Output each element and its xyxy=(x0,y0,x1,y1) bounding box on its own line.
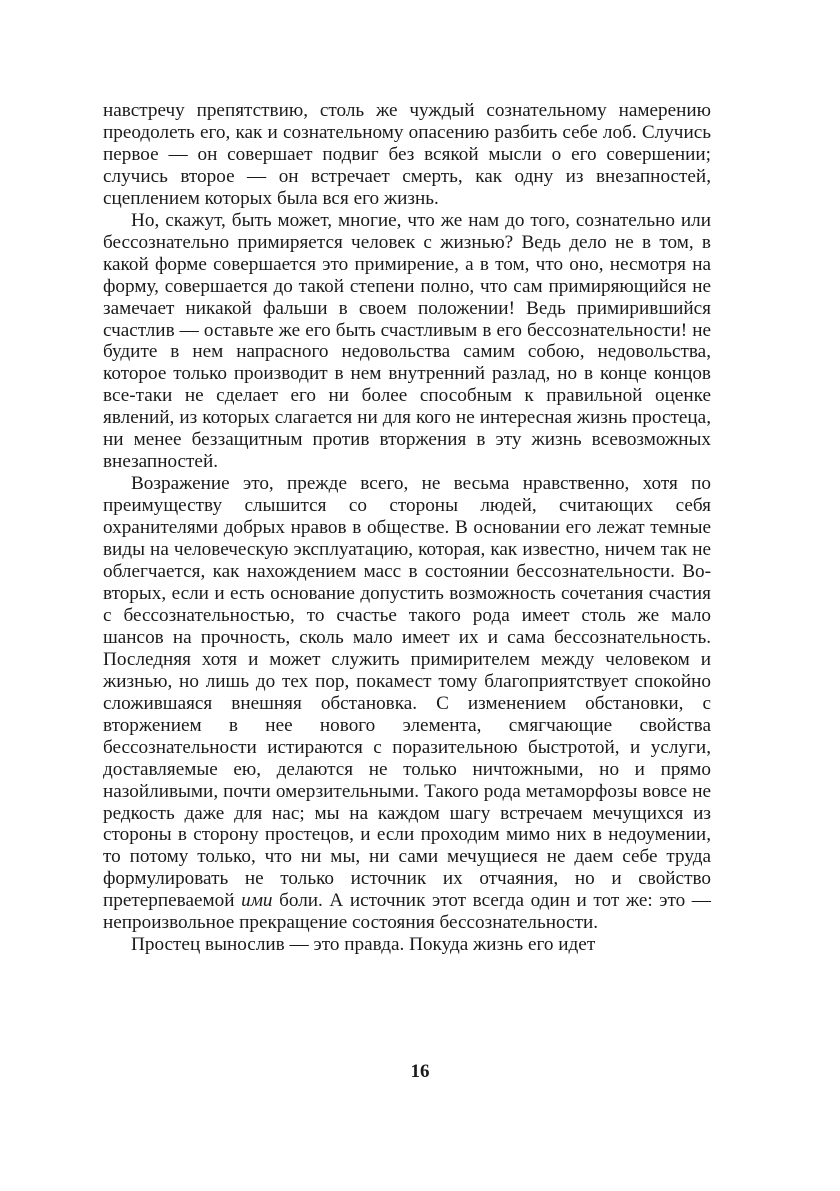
text-segment: навстречу препятствию, столь же чуждый сознательному намерению преодолеть его, как и сознательному опасению разбить себе лоб. Случись первое — он совершает подвиг без всякой мысли о его совершении; случись второе — он встречает смерть, как одну из внезапностей, сцеплением которых была вся его жизнь. xyxy=(103,100,711,209)
text-segment: Но, скажут, быть может, многие, что же нам до того, сознательно или бессознательно примиряется человек с жизнью? Ведь дело не в том, в какой форме совершается это примирение, а в том, что оно, несмотря на форму, совершается до такой степени полно, что сам примиряющийся не замечает никакой фальши в своем положении! Ведь примирившийся счастлив — оставьте же его быть счастливым в его бессознательности! не будите в нем напрасного недовольства самим собою, недовольства, которое только производит в нем внутренний разлад, но в конце концов все-таки не сделает его ни более способным к правильной оценке явлений, из которых слагается ни для кого не интересная жизнь простеца, ни менее беззащитным против вторжения в эту жизнь всевозможных внезапностей. xyxy=(103,209,711,473)
text-segment: Возражение это, прежде всего, не весьма нравственно, хотя по преимуществу слышится со стороны людей, считающих себя охранителями добрых нравов в обществе. В основании его лежат темные виды на человеческую эксплуатацию, которая, как известно, ничем так не облегчается, как нахождением масс в состоянии бессознательности. Во-вторых, если и есть основание допустить возможность сочетания счастия с бессознательностью, то счастье такого рода имеет столь же мало шансов на прочность, сколь мало имеет их и сама бессознательность. Последняя хотя и может служить примирителем между человеком и жизнью, но лишь до тех пор, покамест тому благоприятствует спокойно сложившаяся внешняя обстановка. С изменением обстановки, с вторжением в нее нового элемента, смягчающие свойства бессознательности истираются с поразительною быстротой, и услуги, доставляемые ею, делаются не только ничтожными, но и прямо назойливыми, почти омерзительными. Такого рода метаморфозы вовсе не редкость даже для нас; мы на каждом шагу встречаем мечущихся из стороны в сторону простецов, и если проходим мимо них в недоумении, то потому только, что ни мы, ни сами мечущиеся не даем себе труда формулировать не только источник их отчаяния, но и свойство претерпеваемой xyxy=(103,473,711,912)
text-segment: Простец вынослив — это правда. Покуда жизнь его идет xyxy=(131,934,596,956)
page-number: 16 xyxy=(410,1061,430,1082)
paragraph-objection xyxy=(103,210,711,473)
text-segment: боли. А источник этот всегда один и тот же: это — непроизвольное прекращение состояния бессознательности. xyxy=(103,890,711,934)
paragraph-closing xyxy=(103,934,711,956)
paragraph-continuation xyxy=(103,100,711,210)
italic-emphasis: ими xyxy=(241,890,273,912)
paragraph-reply xyxy=(103,473,711,934)
body-text xyxy=(103,100,711,956)
